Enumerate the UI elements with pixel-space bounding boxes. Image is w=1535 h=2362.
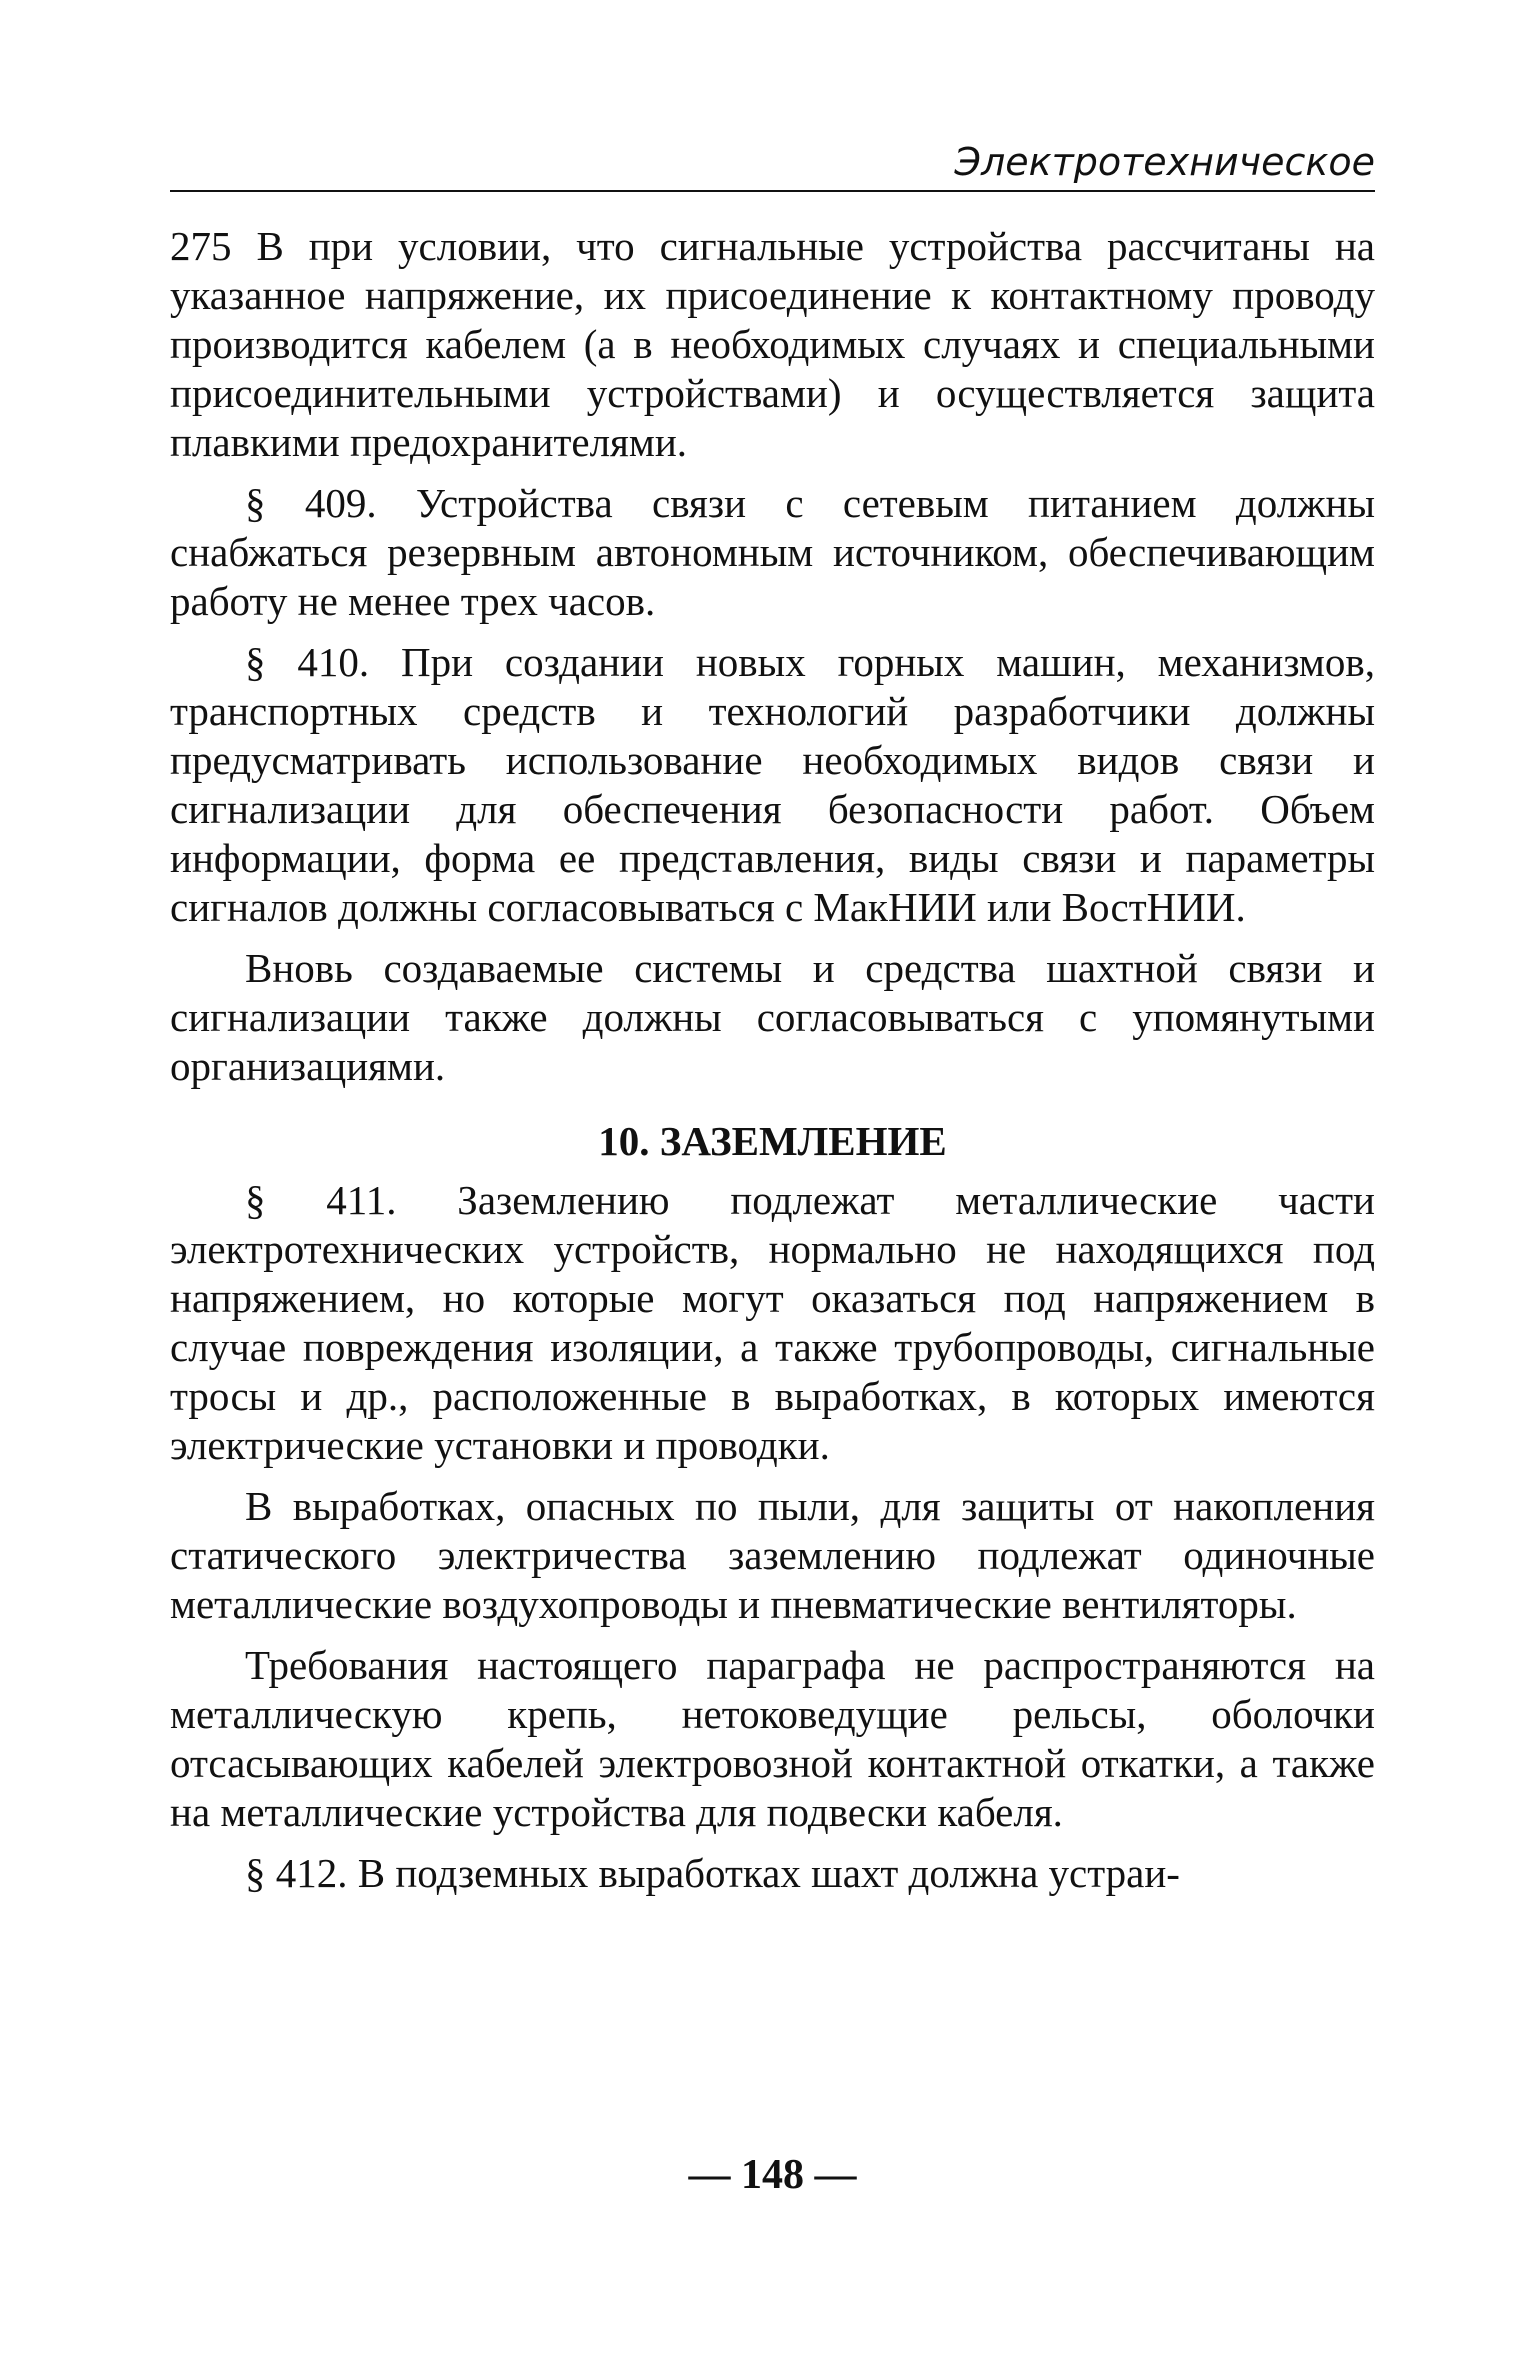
paragraph-409: § 409. Устройства связи с сетевым питанием должны снабжаться резервным автономным источником, обеспечивающим работу не менее трех часов. xyxy=(170,480,1375,624)
page-body xyxy=(170,222,1375,1910)
running-head: Электротехническое xyxy=(954,140,1375,184)
header-rule xyxy=(170,190,1375,192)
paragraph-continuation: 275 В при условии, что сигнальные устройства рассчитаны на указанное напряжение, их присоединение к контактному проводу производится кабелем (а в необходимых случаях и специальными присоединительными устройствами) и осуществляется защита плавкими предохранителями. xyxy=(170,223,1375,465)
section-heading: 10. ЗАЗЕМЛЕНИЕ xyxy=(598,1118,947,1164)
paragraph-411-dust: В выработках, опасных по пыли, для защиты от накопления статического электричества заземлению подлежат одиночные металлические воздухопроводы и пневматические вентиляторы. xyxy=(170,1483,1375,1627)
paragraph-410: § 410. При создании новых горных машин, механизмов, транспортных средств и технологий разработчики должны предусматривать использование необходимых видов связи и сигнализации для обеспечения безопасности работ. Объем информации, форма ее представления, виды связи и параметры сигналов должны согласовываться с МакНИИ или ВостНИИ. xyxy=(170,639,1375,930)
paragraph-412: § 412. В подземных выработках шахт должна устраи- xyxy=(245,1850,1180,1896)
paragraph-410-note: Вновь создаваемые системы и средства шахтной связи и сигнализации также должны согласовываться с упомянутыми организациями. xyxy=(170,945,1375,1089)
paragraph-411-exclusions: Требования настоящего параграфа не распространяются на металлическую крепь, нетоковедущие рельсы, оболочки отсасывающих кабелей электровозной контактной откатки, а также на металлические устройства для подвески кабеля. xyxy=(170,1642,1375,1835)
page-number: — 148 — xyxy=(688,2152,857,2198)
paragraph-411: § 411. Заземлению подлежат металлические части электротехнических устройств, нормально не находящихся под напряжением, но которые могут оказаться под напряжением в случае повреждения изоляции, а также трубопроводы, сигнальные тросы и др., расположенные в выработках, в которых имеются электрические установки и проводки. xyxy=(170,1177,1375,1468)
